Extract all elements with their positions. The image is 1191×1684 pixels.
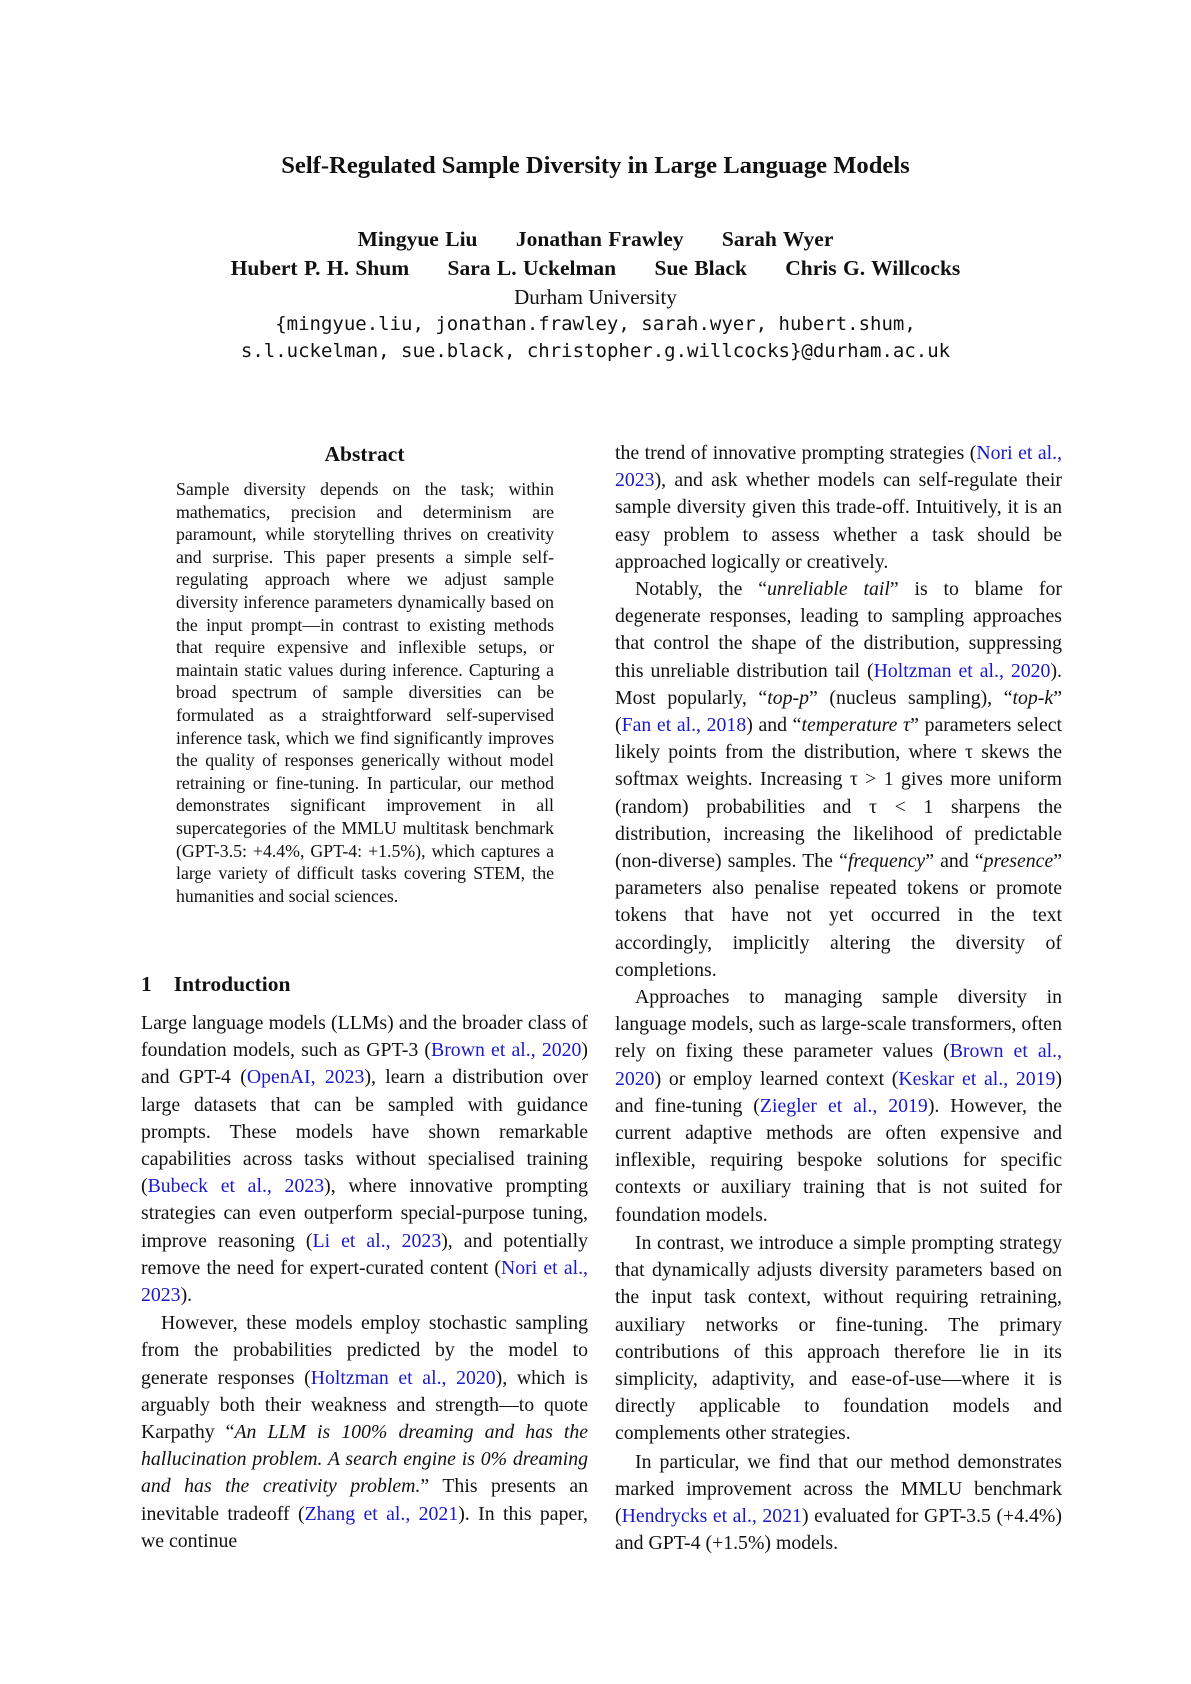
author-name: Sarah Wyer [721, 227, 834, 251]
paragraph: Approaches to managing sample diversity in language models, such as large-scale transformers, often rely on fixing these parameter values (Brown et al., 2020) or employ learned context (Keskar et al., 2019) and fine-tuning (Ziegler et al., 2019). However, the current adaptive methods are often expensive and inflexible, requiring bespoke solutions for specific contexts or auxiliary training that is not suited for foundation models. [615, 986, 1063, 1226]
section-heading [141, 972, 588, 997]
paper-title: Self-Regulated Sample Diversity in Large Language Models [281, 152, 910, 179]
author-name: Mingyue Liu [357, 227, 478, 251]
citation-link[interactable]: Keskar et al., 2019 [898, 1067, 1056, 1090]
karpathy-quote: An LLM is 100% dreaming and has the hallucination problem. A search engine is 0% dreaming and has the creativity problem. [141, 1421, 588, 1498]
citation-link[interactable]: Holtzman et al., 2020 [873, 659, 1051, 682]
citation-link[interactable]: Brown et al., 2020 [615, 1040, 1062, 1090]
paragraph: Notably, the “unreliable tail” is to blame for degenerate responses, leading to sampling approaches that control the shape of the distribution, suppressing this unreliable distribution tail (Holtzman et al., 2020). Most popularly, “top-p” (nucleus sampling), “top-k” (Fan et al., 2018) and “temperature τ” parameters select likely points from the distribution, where τ skews the softmax weights. Increasing τ > 1 gives more uniform (random) probabilities and τ < 1 sharpens the distribution, increasing the likelihood of predictable (non-diverse) samples. The “frequency” and “presence” parameters also penalise repeated tokens or promote tokens that have not yet occurred in the text accordingly, implicitly altering the diversity of completions. [615, 578, 1063, 981]
abstract-text: Sample diversity depends on the task; within mathematics, precision and determinism are paramount, while storytelling thrives on creativity and surprise. This paper presents a simple self-regulating approach where we adjust sample diversity inference parameters dynamically based on the input prompt—in contrast to existing methods that require expensive and inflexible setups, or maintain static values during inference. Capturing a broad spectrum of sample diversities can be formulated as a straightforward self-supervised inference task, which we find significantly improves the quality of responses generically without model retraining or fine-tuning. In particular, our method demonstrates significant improvement in all supercategories of the MMLU multitask benchmark (GPT-3.5: +4.4%, GPT-4: +1.5%), which captures a large variety of difficult tasks covering STEM, the humanities and social sciences. [176, 479, 554, 906]
author-line-2 [0, 256, 1191, 281]
paragraph: the trend of innovative prompting strategies (Nori et al., 2023), and ask whether models can self-regulate their sample diversity given this trade-off. Intuitively, it is an easy problem to assess whether a task should be approached logically or creatively. [615, 442, 1063, 573]
right-column [615, 440, 1062, 1557]
paragraph: However, these models employ stochastic sampling from the probabilities predicted by the model to generate responses (Holtzman et al., 2020), which is arguably both their weakness and strength—to quote Karpathy “An LLM is 100% dreaming and has the hallucination problem. A search engine is 0% dreaming and has the creativity problem.” This presents an inevitable tradeoff (Zhang et al., 2021). In this paper, we continue [141, 1312, 588, 1552]
citation-link[interactable]: Hendrycks et al., 2021 [621, 1504, 802, 1527]
section-number: 1 [141, 972, 152, 996]
paragraph: In contrast, we introduce a simple prompting strategy that dynamically adjusts diversity parameters based on the input task context, without requiring retraining, auxiliary networks or fine-tuning. The primary contributions of this approach therefore lie in its simplicity, adaptivity, and ease-of-use—where it is directly applicable to foundation models and complements other strategies. [615, 1231, 1062, 1445]
author-emails: {mingyue.liu, jonathan.frawley, sarah.wyer, hubert.shum, [275, 313, 916, 335]
citation-link[interactable]: Bubeck et al., 2023 [147, 1175, 325, 1198]
author-name: Sara L. Uckelman [447, 256, 617, 280]
author-name: Hubert P. H. Shum [230, 256, 410, 280]
citation-link[interactable]: Holtzman et al., 2020 [310, 1366, 496, 1389]
author-emails: s.l.uckelman, sue.black, christopher.g.willcocks}@durham.ac.uk [240, 340, 951, 362]
affiliation: Durham University [514, 285, 677, 309]
citation-link[interactable]: Nori et al., 2023 [141, 1256, 588, 1307]
section-title: Introduction [173, 972, 291, 996]
citation-link[interactable]: Brown et al., 2020 [431, 1039, 582, 1062]
paragraph: In particular, we find that our method demonstrates marked improvement across the MMLU benchmark (Hendrycks et al., 2021) evaluated for GPT-3.5 (+4.4%) and GPT-4 (+1.5%) models. [615, 1450, 1062, 1555]
citation-link[interactable]: Fan et al., 2018 [621, 714, 747, 737]
citation-link[interactable]: Li et al., 2023 [312, 1229, 442, 1252]
citation-link[interactable]: Ziegler et al., 2019 [759, 1094, 928, 1117]
paragraph: Large language models (LLMs) and the broader class of foundation models, such as GPT-3 (Brown et al., 2020) and GPT-4 (OpenAI, 2023), learn a distribution over large datasets that can be sampled with guidance prompts. These models have shown remarkable capabilities across tasks without specialised training (Bubeck et al., 2023), where innovative prompting strategies can even outperform special-purpose tuning, improve reasoning (Li et al., 2023), and potentially remove the need for expert-curated content (Nori et al., 2023). [141, 1012, 588, 1307]
citation-link[interactable]: Zhang et al., 2021 [304, 1502, 459, 1525]
citation-link[interactable]: Nori et al., 2023 [615, 442, 1063, 492]
abstract-heading: Abstract [324, 442, 405, 466]
author-name: Sue Black [654, 256, 747, 280]
left-column [141, 1010, 588, 1555]
author-name: Chris G. Willcocks [785, 256, 961, 280]
author-line-1 [0, 227, 1191, 252]
citation-link[interactable]: OpenAI, 2023 [246, 1066, 365, 1089]
author-name: Jonathan Frawley [515, 227, 684, 251]
